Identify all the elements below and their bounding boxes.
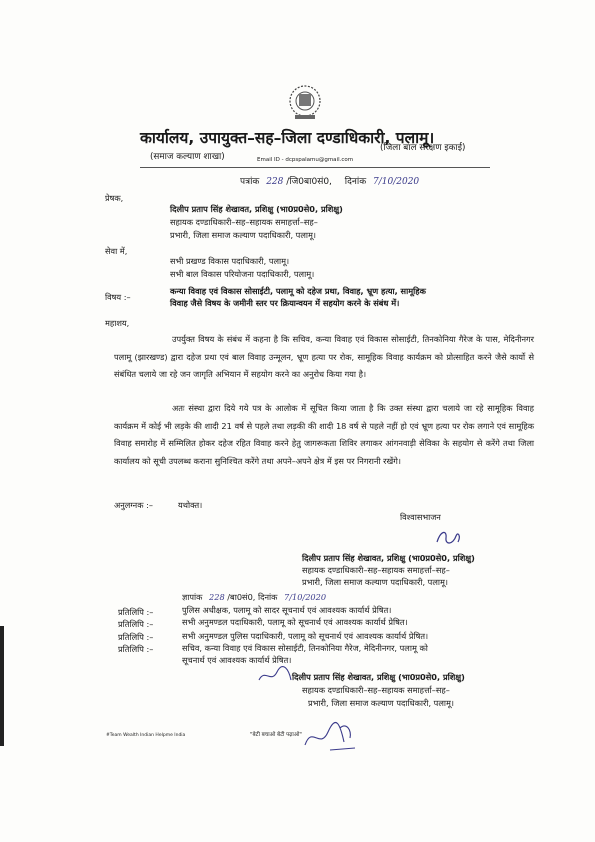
ref-date-label: दिनांक — [344, 177, 367, 187]
memo-number: 228 — [209, 592, 225, 602]
reference-line — [240, 176, 419, 188]
memo-label: ज्ञापांक — [182, 592, 203, 602]
signoff2-line-1: दिलीप प्रताप सिंह शेखावत, प्रशिक्षु (भा0प्र0से0, प्रशिक्षु) — [292, 672, 465, 682]
closing: विश्वासभाजन — [400, 512, 441, 522]
sender-line-1: दिलीप प्रताप सिंह शेखावत, प्रशिक्षु (भा0प्र0से0, प्रशिक्षु) — [170, 204, 343, 214]
subject-line-2: विवाह जैसे विषय के जमीनी स्तर पर क्रियान्वयन में सहयोग करने के संबंध में। — [170, 298, 400, 308]
recipient-line-2: सभी बाल विकास परियोजना पदाधिकारी, पलामू। — [170, 269, 315, 279]
copy-label: प्रतिलिपि :– — [118, 644, 154, 654]
copy-text: सचिव, कन्या विवाह एवं विकास सोसाईटी, तिनकोनिया गैरेज, मेदिनीनगर, पलामू को — [182, 643, 428, 653]
signature-icon — [434, 527, 464, 553]
header-rule — [140, 167, 490, 168]
sender-label: प्रेषक, — [105, 193, 124, 203]
salutation: महाशय, — [105, 318, 130, 328]
memo-date: 7/10/2020 — [284, 592, 327, 602]
memo-suffix: /बा0सं0, दिनांक — [227, 592, 278, 602]
ref-date: 7/10/2020 — [373, 177, 420, 187]
recipients-label: सेवा में, — [105, 246, 128, 256]
right-unit: (जिला बाल संरक्षण इकाई) — [380, 143, 466, 153]
footer-slogan: "बेटी बचाओ बेटी पढ़ाओ" — [250, 732, 302, 738]
body-paragraph-1: उपर्युक्त विषय के संबंध में कहना है कि सचिव, कन्या विवाह एवं विकास सोसाईटी, तिनकोनिया गैरेज के पास, मेदिनीनगर पलामू (झारखण्ड) द्वारा दहेज प्रथा एवं बाल विवाह उन्मूलन, भ्रूण हत्या पर रोक, सामूहिक विवाह कार्यक्रम को प्रोत्साहित करने जैसे कार्यो से संबंधित चलाये जा रहे जन जागृति अभियान में सहयोग करने का अनुरोध किया गया है। — [114, 334, 534, 379]
email: Email ID - dcpspalamu@gmail.com — [257, 157, 354, 163]
signoff-line-2: सहायक दण्डाधिकारी–सह–सहायक समाहर्त्ता–सह– — [302, 565, 450, 575]
signoff2-line-2: सहायक दण्डाधिकारी–सह–सहायक समाहर्त्ता–सह– — [302, 685, 450, 695]
ref-suffix: /जि0बा0सं0, — [286, 177, 332, 187]
copy-text: पुलिस अधीक्षक, पलामू को सादर सूचनार्थ एवं आवश्यक कार्यार्थ प्रेषित। — [182, 605, 392, 615]
copy-label: प्रतिलिपि :– — [118, 619, 154, 629]
handwritten-signature-icon — [300, 720, 360, 762]
subject-label: विषय :– — [105, 292, 131, 302]
memo-line — [182, 592, 326, 603]
footer-left-note: #Team Wealth Indian Helpme India — [106, 733, 186, 738]
sender-line-2: सहायक दण्डाधिकारी–सह–सहायक समाहर्त्ता–सह– — [170, 217, 318, 227]
recipient-line-1: सभी प्रखण्ड विकास पदाधिकारी, पलामू। — [170, 256, 290, 266]
office-title: कार्यालय, उपायुक्त–सह–जिला दण्डाधिकारी, पलामू। — [140, 129, 435, 147]
state-emblem-icon — [287, 84, 323, 122]
sender-line-3: प्रभारी, जिला समाज कल्याण पदाधिकारी, पलामू। — [170, 230, 317, 240]
subject-line-1: कन्या विवाह एवं विकास सोसाईटी, पलामू को दहेज प्रथा, विवाह, भ्रूण हत्या, सामूहिक — [170, 286, 426, 296]
copy-label: प्रतिलिपि :– — [118, 607, 154, 617]
ref-number: 228 — [266, 177, 284, 187]
signoff-line-3: प्रभारी, जिला समाज कल्याण पदाधिकारी, पलामू। — [302, 577, 449, 587]
copy-label: प्रतिलिपि :– — [118, 632, 154, 642]
scan-edge — [0, 626, 4, 746]
copy-text: सभी अनुमण्डल पुलिस पदाधिकारी, पलामू को सूचनार्थ एवं आवश्यक कार्यार्थ प्रेषित। — [182, 631, 429, 641]
ref-label: पत्रांक — [240, 177, 260, 187]
copy-text: सभी अनुमण्डल पदाधिकारी, पलामू को सूचनार्थ एवं आवश्यक कार्यार्थ प्रेषित। — [182, 617, 408, 627]
copy-text-continued: सूचनार्थ एवं आवश्यक कार्यार्थ प्रेषित। — [182, 655, 292, 665]
handwritten-initial-icon — [255, 664, 295, 692]
enclosure-value: यथोक्त। — [178, 500, 203, 510]
enclosure-label: अनुलग्नक :– — [114, 500, 153, 510]
signoff2-line-3: प्रभारी, जिला समाज कल्याण पदाधिकारी, पलामू। — [308, 698, 455, 708]
left-unit: (समाज कल्याण शाखा) — [150, 152, 225, 162]
signoff-line-1: दिलीप प्रताप सिंह शेखावत, प्रशिक्षु (भा0प्र0से0, प्रशिक्षु) — [302, 553, 475, 563]
body-paragraph-2: अतः संस्था द्वारा दिये गये पत्र के आलोक में सूचित किया जाता है कि उक्त संस्था द्वारा चलाये जा रहे सामूहिक विवाह कार्यक्रम में कोई भी लड़के की शादी 21 वर्ष से पहले तथा लड़की की शादी 18 वर्ष से पहले नहीं हो एवं भ्रूण हत्या पर रोक लगाने एवं सामूहिक विवाह समारोह में सम्मिलित होकर दहेज रहित विवाह करने हेतु जागरूकता शिविर लगाकर आंगनवाड़ी सेविका के सहयोग से करेंगे तथा जिला कार्यालय को सूची उपलब्ध कराना सुनिश्चित करेंगे तथा अपने–अपने क्षेत्र में इस पर निगरानी रखेंगे। — [114, 403, 534, 466]
